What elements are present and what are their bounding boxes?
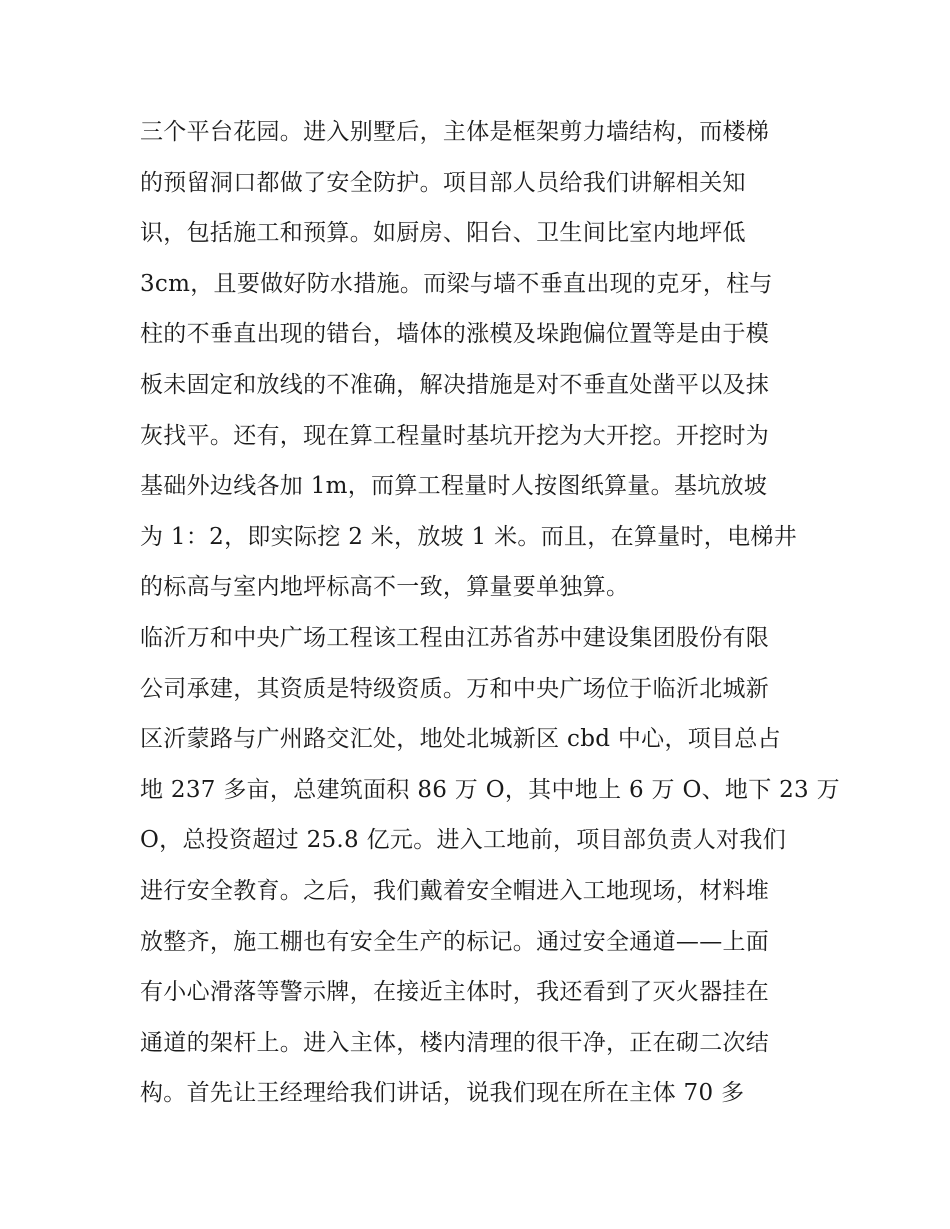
body-text [140, 107, 840, 1119]
text-line: 3cm，且要做好防水措施。而梁与墙不垂直出现的克牙，柱与 [140, 270, 773, 297]
text-line: 的标高与室内地坪标高不一致，算量要单独算。 [140, 574, 630, 601]
text-line: 柱的不垂直出现的错台，墙体的涨模及垛跑偏位置等是由于模 [140, 321, 770, 348]
text-line: 公司承建，其资质是特级资质。万和中央广场位于临沂北城新 [140, 675, 770, 702]
text-line: 放整齐，施工棚也有安全生产的标记。通过安全通道——上面 [140, 928, 770, 955]
text-line: 通道的架杆上。进入主体，楼内清理的很干净，正在砌二次结 [140, 1029, 770, 1056]
text-line: 识，包括施工和预算。如厨房、阳台、卫生间比室内地坪低 [140, 220, 746, 247]
text-line: 有小心滑落等警示牌，在接近主体时，我还看到了灭火器挂在 [140, 979, 770, 1006]
text-line: 为 1：2，即实际挖 2 米，放坡 1 米。而且，在算量时，电梯井 [140, 523, 797, 550]
text-line: 板未固定和放线的不准确，解决措施是对不垂直处凿平以及抹 [140, 371, 770, 398]
text-line: 区沂蒙路与广州路交汇处，地处北城新区 cbd 中心，项目总占 [140, 726, 781, 753]
text-line: 灰找平。还有，现在算工程量时基坑开挖为大开挖。开挖时为 [140, 422, 770, 449]
text-line: 构。首先让王经理给我们讲话，说我们现在所在主体 70 多 [140, 1080, 745, 1107]
text-line: 基础外边线各加 1m，而算工程量时人按图纸算量。基坑放坡 [140, 473, 768, 500]
text-line: 三个平台花园。进入别墅后，主体是框架剪力墙结构，而楼梯 [140, 119, 770, 145]
text-line: 的预留洞口都做了安全防护。项目部人员给我们讲解相关知 [140, 169, 746, 196]
text-line: O，总投资超过 25.8 亿元。进入工地前，项目部负责人对我们 [140, 827, 786, 854]
text-line: 临沂万和中央广场工程该工程由江苏省苏中建设集团股份有限 [140, 624, 770, 651]
text-line: 进行安全教育。之后，我们戴着安全帽进入工地现场，材料堆 [140, 877, 770, 904]
text-line: 地 237 多亩，总建筑面积 86 万 O，其中地上 6 万 O、地下 23 万 [140, 776, 840, 803]
